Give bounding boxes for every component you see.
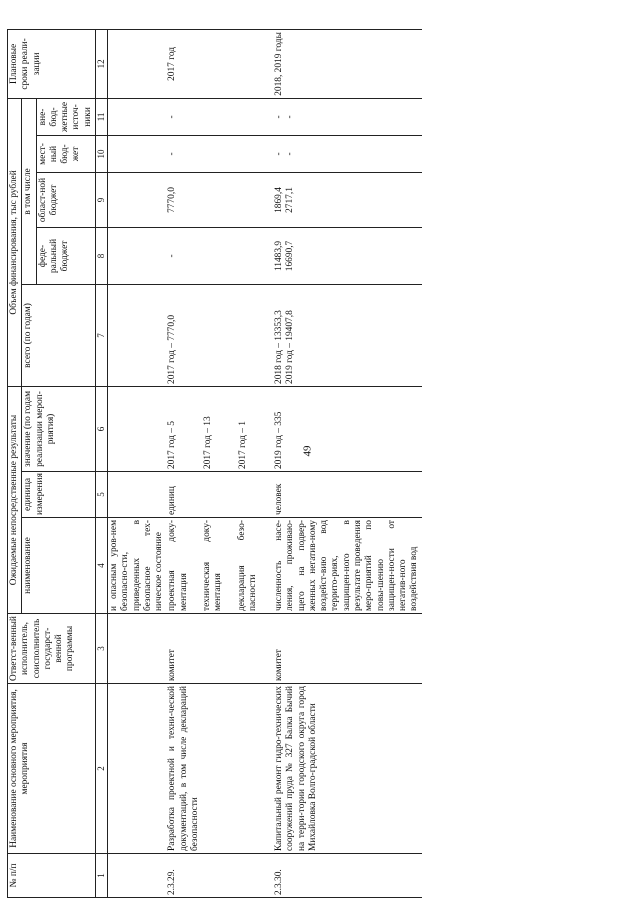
rotated-table-wrapper: [7, 30, 420, 898]
cell-fin-federal: -: [166, 227, 260, 284]
header-plan-term: Плановые сроки реали-зации: [8, 29, 96, 98]
page-number: 49: [301, 445, 314, 457]
cell-fin-extrabudget: [260, 98, 422, 135]
fin-extrabudget-2018: -: [274, 115, 285, 119]
fin-regional-2019: 2717,1: [285, 187, 296, 213]
cell-result-unit: человек: [260, 472, 422, 518]
result-value-1: 2017 год – 5: [167, 421, 178, 469]
fin-federal-2018: 11483,9: [274, 240, 285, 272]
cell-fin-regional: [260, 172, 422, 227]
col-num-4: 4: [95, 518, 107, 614]
cell-plan-term: 2018, 2019 годы: [260, 29, 422, 98]
col-num-12: 12: [95, 29, 107, 98]
col-num-8: 8: [95, 227, 107, 284]
col-num-7: 7: [95, 284, 107, 386]
fin-federal-2019: 16690,7: [285, 240, 296, 272]
fin-total-2018: 2018 год – 13353,3: [274, 310, 285, 384]
fin-local-2019: -: [285, 152, 296, 156]
col-num-9: 9: [95, 172, 107, 227]
fin-total-2019: 2019 год – 19407,8: [285, 310, 296, 384]
col-num-5: 5: [95, 472, 107, 518]
cell-result-unit: единиц: [166, 472, 260, 518]
table-row-2-3-30: [260, 29, 422, 897]
cell-result-value: 2019 год – 335: [260, 386, 422, 471]
table-row-continuation: [107, 29, 166, 897]
table-row-2-3-29: [166, 29, 260, 897]
cell-fin-local: -: [166, 135, 260, 172]
cell-fin-extrabudget: -: [166, 98, 260, 135]
cell-result-name: численность насе-ления, проживаю-щего на подвер-женных негатив-ному воздейст-вию вод террито-риях, защищен-ного в результате проведения меро-приятий по повы-шению защищен-ности от негатив-ного воздействия вод: [260, 518, 422, 614]
col-num-2: 2: [95, 684, 107, 854]
col-num-6: 6: [95, 386, 107, 471]
col-num-11: 11: [95, 98, 107, 135]
cell-result-values: [166, 386, 260, 471]
program-table: [7, 29, 422, 898]
col-num-3: 3: [95, 614, 107, 684]
col-num-1: 1: [95, 854, 107, 898]
col-num-10: 10: [95, 135, 107, 172]
cell-responsible: комитет: [260, 614, 422, 684]
header-fin-including: в том числе: [22, 98, 36, 284]
header-fin-regional: област-ной бюджет: [36, 172, 95, 227]
cell-activity-name: Разработка проектной и техни-ческой документаций, в том числе деклараций безопасности: [166, 684, 260, 854]
cell-fin-local: [260, 135, 422, 172]
column-number-row: [95, 29, 107, 897]
result-name-3: декларация безо-пасности: [236, 520, 258, 611]
header-result-name: наименование: [22, 518, 96, 614]
cell-result-names: [166, 518, 260, 614]
header-name: Наименование основного мероприятия, мероприятия: [8, 684, 96, 854]
header-financing-group: Объем финансирования, тыс рублей: [8, 98, 22, 386]
header-num: № п/п: [8, 854, 96, 898]
cell-row-number: 2.3.30.: [260, 854, 422, 898]
fin-local-2018: -: [274, 152, 285, 156]
cell-responsible: комитет: [166, 614, 260, 684]
header-fin-extrabudget: вне-бюд-жетные источ-ники: [36, 98, 95, 135]
fin-regional-2018: 1869,4: [274, 187, 285, 213]
result-name-2: техническая доку-ментация: [201, 520, 224, 611]
header-fin-local: мест-ный бюд-жет: [36, 135, 95, 172]
result-value-3: 2017 год – 1: [237, 421, 248, 469]
header-row-1: [8, 29, 22, 897]
header-result-unit: единица измерения: [22, 472, 96, 518]
header-fin-federal: феде-ральный бюджет: [36, 227, 95, 284]
cell-row-number: 2.3.29.: [166, 854, 260, 898]
cell-fin-total: [260, 284, 422, 386]
fin-extrabudget-2019: -: [285, 115, 296, 119]
header-results-group: Ожидаемые непосредственные результаты: [8, 386, 22, 613]
header-fin-total: всего (по годам): [22, 284, 96, 386]
cell-fin-total: 2017 год – 7770,0: [166, 284, 260, 386]
cell-fin-regional: 7770,0: [166, 172, 260, 227]
result-name-1: проектная доку-ментация: [167, 520, 189, 611]
header-responsible: Ответст-венный исполнитель, соисполнитель государст-венной программы: [8, 614, 96, 684]
result-value-2: 2017 год – 13: [202, 416, 213, 469]
cell-continuation-text: и опасным уров-нем безопасно-сти, приведенных в безопасное тех-ническое состояние: [107, 518, 166, 614]
cell-fin-federal: [260, 227, 422, 284]
cell-plan-term: 2017 год: [166, 29, 260, 98]
cell-activity-name: Капитальный ремонт гидро-технических сооружений пруда № 327 Балка Бычий на терри-тории городского округа город Михайловка Волго-градской области: [260, 684, 422, 854]
header-result-value: значение (по годам реализации мероп-риятия): [22, 386, 96, 471]
